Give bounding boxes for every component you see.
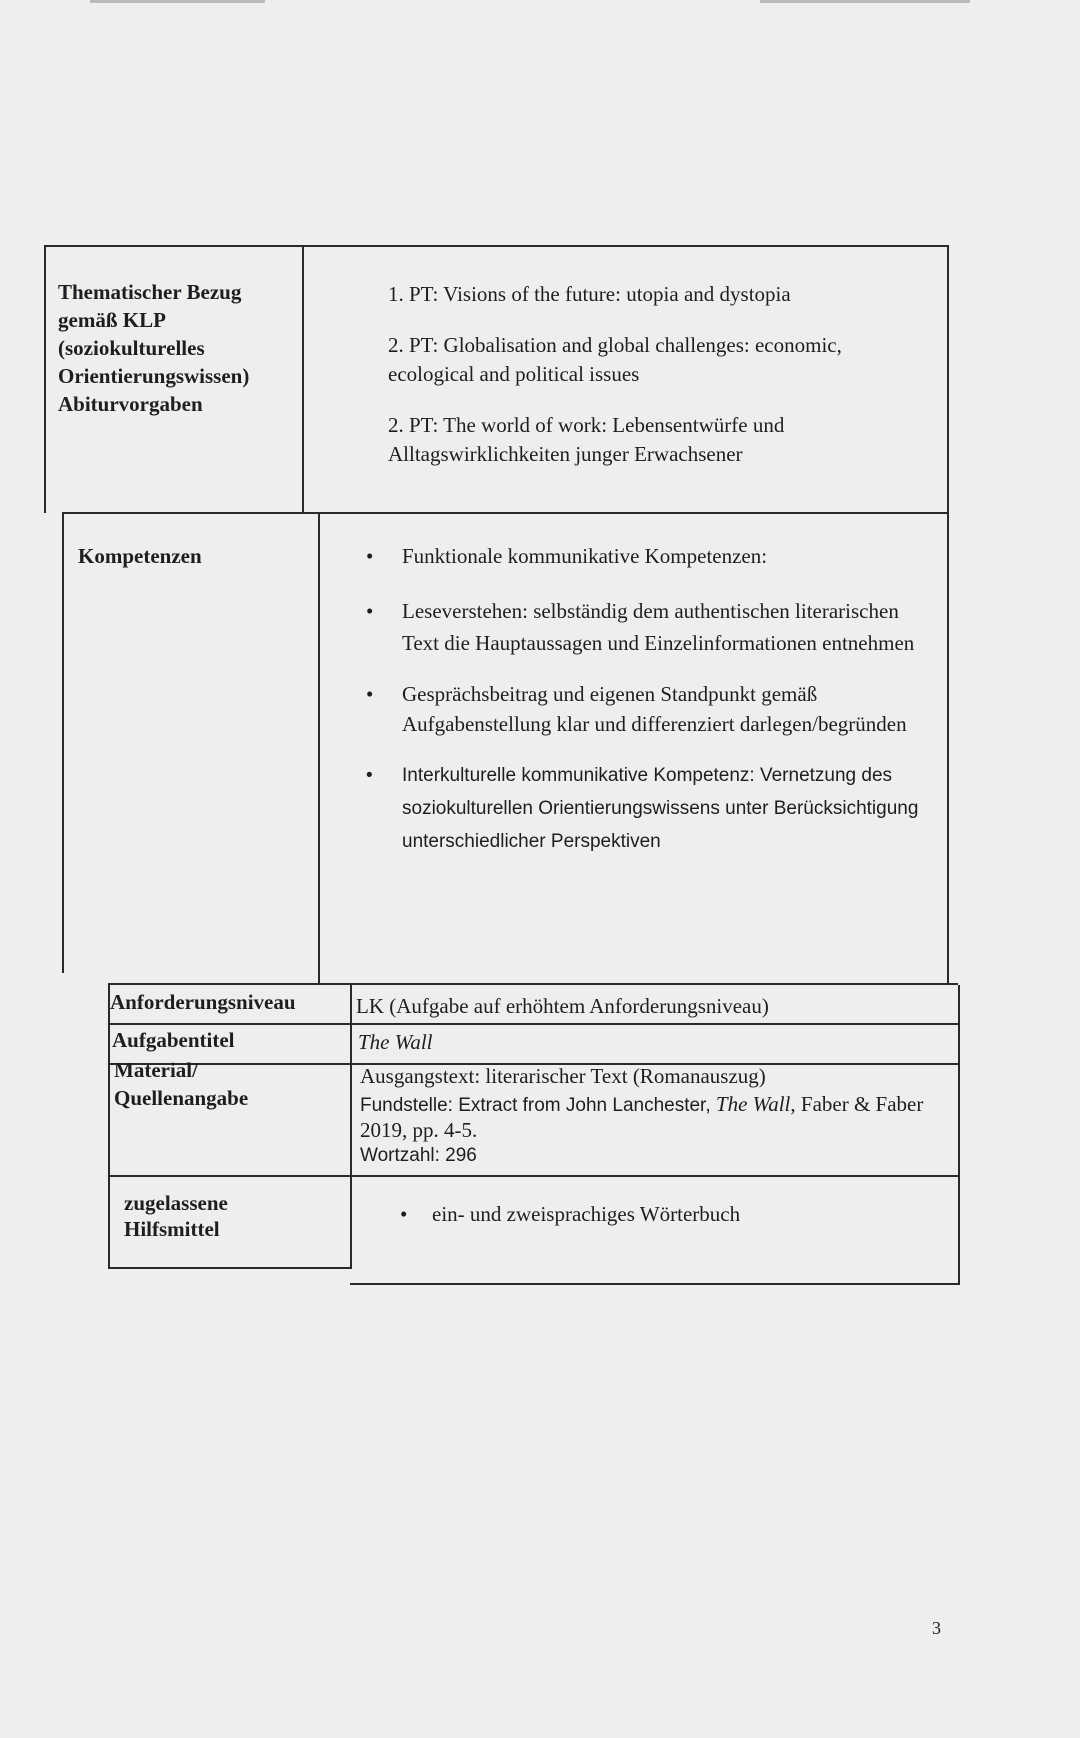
aids-label [124,1190,344,1242]
table-border-right [947,245,949,985]
competency-item: • Interkulturelle kommunikative Kompetenz: Vernetzung des soziokulturellen Orientierungswissens unter Berücksichtigung unterschiedlicher Perspektiven [366,759,926,858]
table-border-bottom [108,1267,352,1269]
competencies-content [366,542,926,876]
level-value: LK (Aufgabe auf erhöhtem Anforderungsniveau) [356,994,769,1018]
table-border-left-upper [44,245,46,513]
material-word-count: Wortzahl: 296 [360,1145,477,1166]
table-border-left-mid [62,513,64,973]
column-divider-upper [302,245,304,513]
material-label-line: Quellenangabe [114,1086,249,1110]
competency-item: • Funktionale kommunikative Kompetenzen: [366,542,926,571]
material-source-title: The Wall [715,1092,791,1116]
thematic-label-line: Orientierungswissen) [58,364,250,388]
aids-item: • ein- und zweisprachiges Wörterbuch [400,1200,940,1229]
competency-item: • Gesprächsbeitrag und eigenen Standpunkt gemäß Aufgabenstellung klar und differenziert darlegen/begründen [366,679,926,739]
material-source-prefix: Fundstelle: Extract from John Lanchester, [360,1095,716,1116]
table-border-top [44,245,949,247]
row-divider-3 [108,1023,958,1025]
table-border-right-lower [958,985,960,1285]
material-source-type: Ausgangstext: literarischer Text (Romanauszug) [360,1064,766,1088]
level-label: Anforderungsniveau [110,990,296,1014]
thematic-item: 2. PT: The world of work: Lebensentwürfe und Alltagswirklichkeiten junger Erwachsener [388,413,785,466]
thematic-item: 1. PT: Visions of the future: utopia and dystopia [388,282,791,306]
thematic-label-line: (soziokulturelles [58,336,205,360]
column-divider-lower [350,985,352,1267]
material-source-suffix: , Faber & Faber 2019, pp. 4-5. [360,1092,924,1142]
competencies-label: Kompetenzen [78,544,202,568]
thematic-label-line: gemäß KLP [58,308,166,332]
row-divider-2 [108,983,958,985]
material-label-line: Material/ [114,1058,198,1082]
page-number: 3 [932,1618,941,1638]
thematic-item: 2. PT: Globalisation and global challenges: economic, ecological and political issues [388,333,842,386]
row-divider-1 [62,512,949,514]
table-border-bottom-right [350,1283,960,1285]
thematic-content [388,280,928,491]
table-border-left-lower [108,985,110,1267]
material-label [114,1056,349,1112]
task-title-label: Aufgabentitel [112,1028,235,1052]
task-title-value: The Wall [358,1030,433,1054]
aids-label-line: zugelassene [124,1191,228,1215]
aids-list [400,1200,940,1229]
column-divider-mid [318,513,320,985]
material-source [360,1092,940,1142]
thematic-label-line: Thematischer Bezug [58,280,242,304]
aids-content [400,1200,940,1247]
thematic-label [58,278,298,418]
material-content [360,1064,940,1168]
thematic-label-line: Abiturvorgaben [58,392,203,416]
row-divider-5 [108,1175,960,1177]
competency-item: • Leseverstehen: selbständig dem authentischen literarischen Text die Hauptaussagen und Einzelinformationen entnehmen [366,595,926,659]
competencies-list [366,542,926,858]
aids-label-line: Hilfsmittel [124,1217,220,1241]
